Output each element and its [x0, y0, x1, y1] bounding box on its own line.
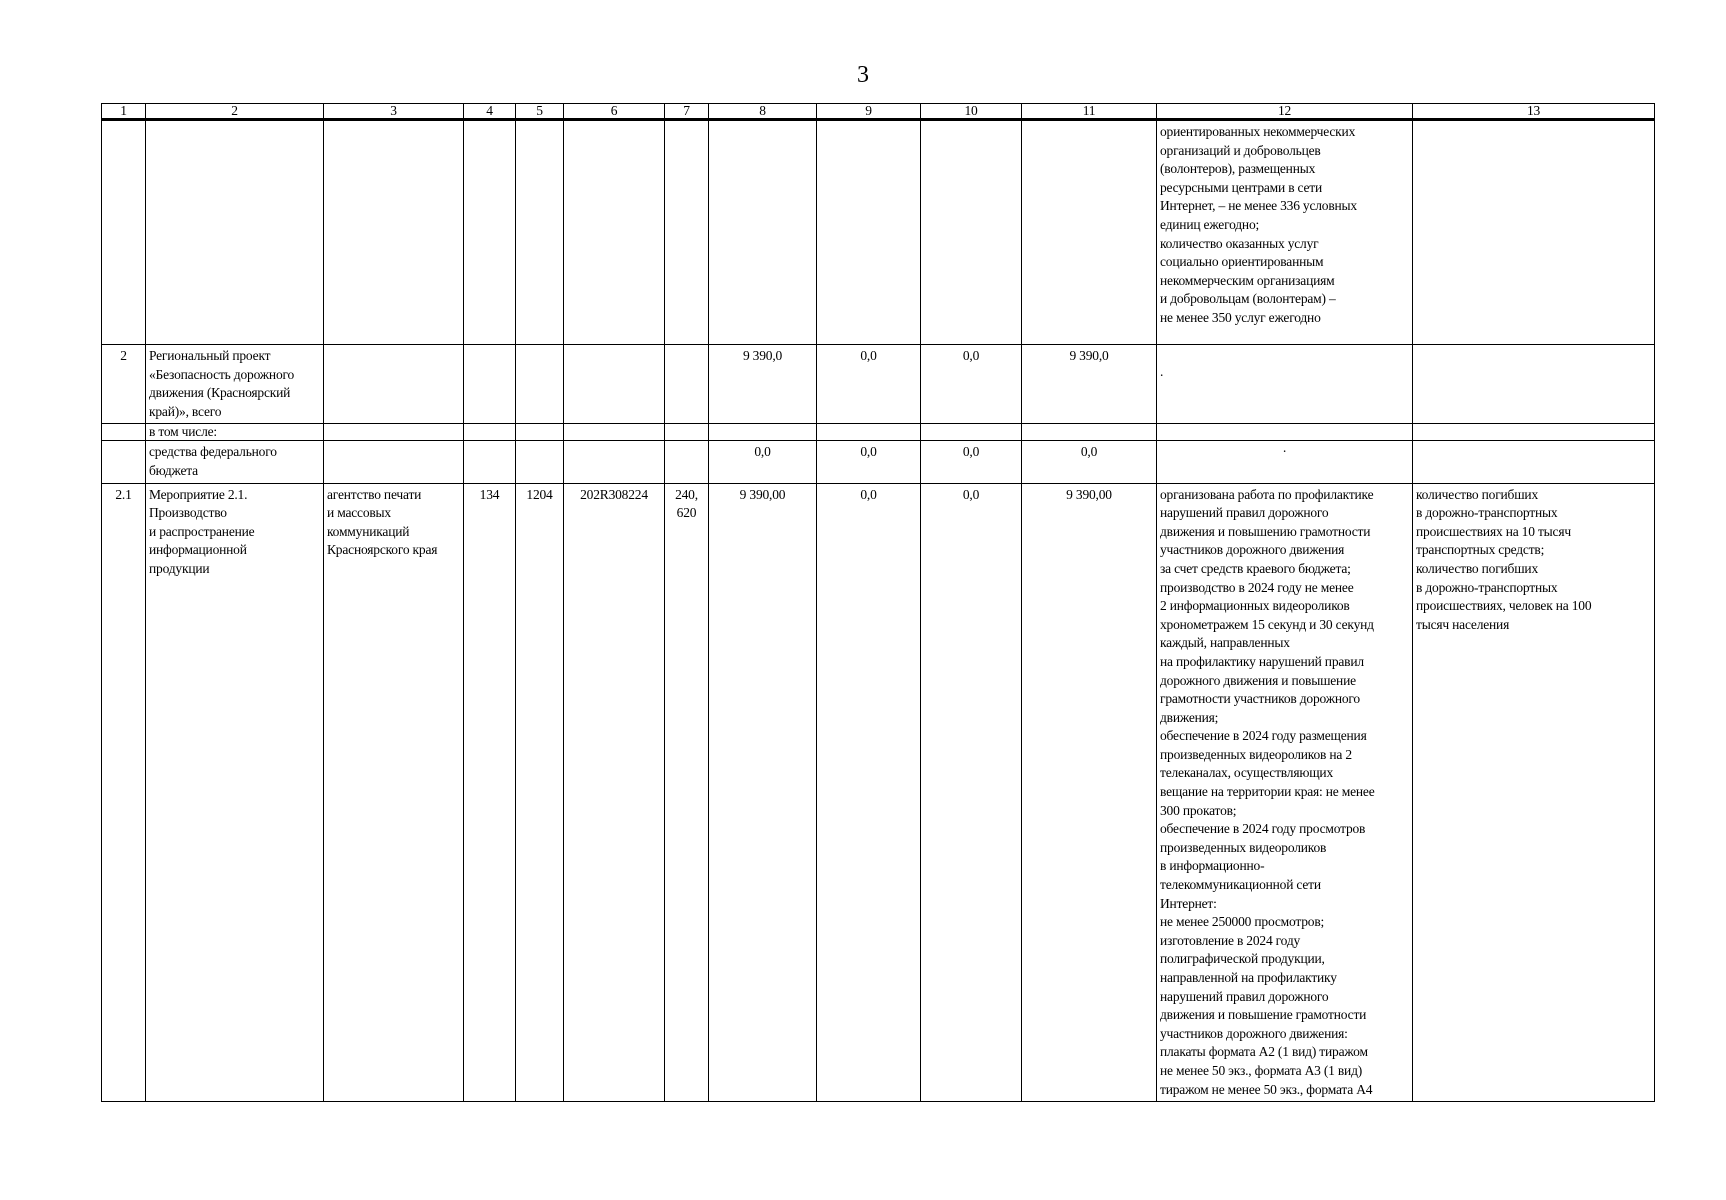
column-number: 6 [564, 104, 665, 120]
table-row [102, 483, 1655, 1102]
column-number: 11 [1022, 104, 1157, 120]
cell-indicator [1413, 120, 1655, 345]
cell-rzpr [516, 345, 564, 424]
table-row [102, 424, 1655, 441]
cell-amount: 0,0 [921, 483, 1022, 1102]
cell-amount: 0,0 [817, 483, 921, 1102]
cell-amount: 9 390,00 [709, 483, 817, 1102]
column-number-row [102, 104, 1655, 120]
cell-rzpr [516, 441, 564, 483]
cell-executor [324, 345, 464, 424]
cell-rzpr [516, 120, 564, 345]
cell-name: средства федерального бюджета [146, 441, 324, 483]
table-row [102, 345, 1655, 424]
column-number: 3 [324, 104, 464, 120]
cell-amount [817, 424, 921, 441]
cell-number: 2.1 [102, 483, 146, 1102]
cell-indicator [1413, 441, 1655, 483]
cell-amount: 0,0 [921, 441, 1022, 483]
page-number: 3 [857, 62, 869, 88]
cell-amount: 9 390,0 [709, 345, 817, 424]
cell-number [102, 441, 146, 483]
cell-expected-result: организована работа по профилактике нарушений правил дорожного движения и повышению грамотности участников дорожного движения за счет средств краевого бюджета; производство в 2024 году не менее 2 информационных видеороликов хронометражем 15 секунд и 30 секунд каждый, направленных на профилактику нарушений правил дорожного движения и повышение грамотности участников дорожного движения; обеспечение в 2024 году размещения произведенных видеороликов на 2 телеканалах, осуществляющих вещание на территории края: не менее 300 прокатов; обеспечение в 2024 году просмотров произведенных видеороликов в информационно- телекоммуникационной сети Интернет: не менее 250000 просмотров; изготовление в 2024 году полиграфической продукции, направленной на профилактику нарушений правил дорожного движения и повышение грамотности участников дорожного движения: плакаты формата А2 (1 вид) тиражом не менее 50 экз., формата А3 (1 вид) тиражом не менее 50 экз., формата А4 [1157, 483, 1413, 1102]
cell-executor [324, 424, 464, 441]
cell-amount: 0,0 [817, 441, 921, 483]
cell-name: Мероприятие 2.1. Производство и распространение информационной продукции [146, 483, 324, 1102]
cell-number [102, 120, 146, 345]
cell-expected-result: ориентированных некоммерческих организаций и добровольцев (волонтеров), размещенных ресурсными центрами в сети Интернет, – не менее 336 условных единиц ежегодно; количество оказанных услуг социально ориентированным некоммерческим организациям и добровольцам (волонтерам) – не менее 350 услуг ежегодно [1157, 120, 1413, 345]
cell-number [102, 424, 146, 441]
cell-rzpr: 1204 [516, 483, 564, 1102]
cell-total [1022, 120, 1157, 345]
column-number: 9 [817, 104, 921, 120]
cell-indicator [1413, 424, 1655, 441]
column-number: 2 [146, 104, 324, 120]
cell-expected-result: · [1157, 441, 1413, 483]
cell-csr [564, 120, 665, 345]
cell-total: 9 390,0 [1022, 345, 1157, 424]
table-row [102, 441, 1655, 483]
cell-amount [709, 424, 817, 441]
cell-executor: агентство печати и массовых коммуникаций Красноярского края [324, 483, 464, 1102]
cell-expected-result: . [1157, 345, 1413, 424]
cell-csr [564, 424, 665, 441]
cell-vr [665, 120, 709, 345]
column-number: 13 [1413, 104, 1655, 120]
cell-amount: 0,0 [921, 345, 1022, 424]
cell-csr [564, 441, 665, 483]
column-number: 12 [1157, 104, 1413, 120]
cell-grbs [464, 441, 516, 483]
cell-rzpr [516, 424, 564, 441]
cell-grbs [464, 120, 516, 345]
cell-amount: 0,0 [817, 345, 921, 424]
cell-vr: 240, 620 [665, 483, 709, 1102]
cell-vr [665, 424, 709, 441]
cell-grbs: 134 [464, 483, 516, 1102]
cell-amount [817, 120, 921, 345]
cell-number: 2 [102, 345, 146, 424]
cell-amount [709, 120, 817, 345]
cell-name: Региональный проект «Безопасность дорожного движения (Красноярский край)», всего [146, 345, 324, 424]
cell-csr: 202R308224 [564, 483, 665, 1102]
cell-indicator [1413, 345, 1655, 424]
column-number: 5 [516, 104, 564, 120]
cell-executor [324, 120, 464, 345]
cell-amount [921, 424, 1022, 441]
column-number: 1 [102, 104, 146, 120]
cell-vr [665, 441, 709, 483]
cell-grbs [464, 424, 516, 441]
cell-total: 0,0 [1022, 441, 1157, 483]
column-number: 10 [921, 104, 1022, 120]
cell-grbs [464, 345, 516, 424]
cell-amount [921, 120, 1022, 345]
table-row [102, 120, 1655, 345]
cell-expected-result [1157, 424, 1413, 441]
column-number: 4 [464, 104, 516, 120]
cell-amount: 0,0 [709, 441, 817, 483]
cell-csr [564, 345, 665, 424]
cell-name [146, 120, 324, 345]
cell-total [1022, 424, 1157, 441]
cell-executor [324, 441, 464, 483]
program-table [101, 103, 1655, 1102]
cell-name: в том числе: [146, 424, 324, 441]
column-number: 7 [665, 104, 709, 120]
column-number: 8 [709, 104, 817, 120]
cell-indicator: количество погибших в дорожно-транспортных происшествиях на 10 тысяч транспортных средств; количество погибших в дорожно-транспортных происшествиях, человек на 100 тысяч населения [1413, 483, 1655, 1102]
cell-vr [665, 345, 709, 424]
cell-total: 9 390,00 [1022, 483, 1157, 1102]
